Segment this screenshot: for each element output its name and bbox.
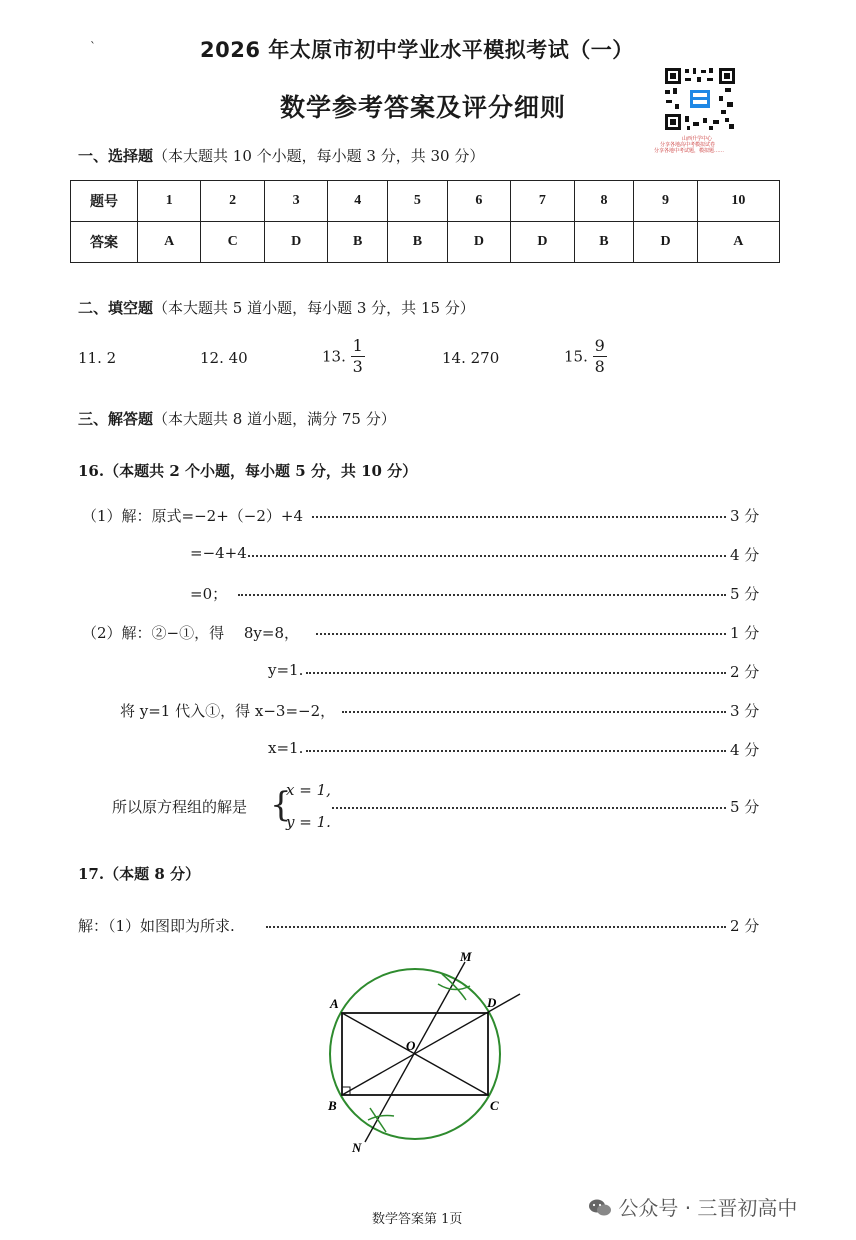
section-2-note: （本大题共 5 道小题，每小题 3 分，共 15 分）: [153, 299, 475, 317]
fill-answer-14: 14. 270: [442, 349, 500, 367]
question-number: 6: [447, 181, 510, 222]
section-1-note: （本大题共 10 个小题，每小题 3 分，共 30 分）: [153, 147, 485, 165]
fill-answer-11: 11. 2: [78, 349, 117, 367]
question-number: 10: [697, 181, 779, 222]
answer-cell: A: [138, 222, 201, 263]
leader-dots: [306, 750, 726, 752]
numerator: 9: [594, 336, 605, 355]
point-label-o: O: [406, 1038, 416, 1053]
q16-step: y=1.: [268, 661, 304, 679]
solution-x: x = 1,: [286, 781, 331, 799]
answer-cell: D: [447, 222, 510, 263]
watermark: [588, 1192, 797, 1221]
table-row: [71, 181, 780, 222]
section-1-heading: [78, 145, 484, 166]
answer-cell: B: [328, 222, 388, 263]
q16-step: x=1.: [268, 739, 304, 757]
answer-cell: B: [574, 222, 634, 263]
leader-dots: [248, 555, 726, 557]
answer-cell: D: [511, 222, 574, 263]
q16-step: 将 y=1 代入①，得 x−3=−2，: [120, 702, 336, 720]
question-number: 8: [574, 181, 634, 222]
leader-dots: [332, 807, 726, 809]
leader-dots: [306, 672, 726, 674]
geometry-figure: [320, 944, 530, 1156]
q16-step: （1）解：原式=−2+（−2）+4: [82, 507, 304, 525]
choice-answer-table: [70, 180, 780, 263]
row-header-number: 题号: [71, 181, 138, 222]
fraction: [593, 336, 607, 377]
qr-caption: [654, 136, 764, 154]
question-number: 2: [201, 181, 264, 222]
fill-answer-15: [564, 336, 607, 377]
wechat-icon: [588, 1198, 612, 1218]
point-label-m: M: [460, 949, 472, 964]
q16-step: 所以原方程组的解是: [112, 798, 248, 816]
denominator: 3: [352, 357, 363, 376]
section-1-label: 一、选择题: [78, 147, 154, 165]
leader-dots: [316, 633, 726, 635]
section-3-heading: [78, 408, 396, 429]
leader-dots: [266, 926, 726, 928]
fill-answer-15-label: 15.: [564, 347, 588, 366]
step-score: 4 分: [730, 741, 760, 759]
section-3-note: （本大题共 8 道小题，满分 75 分）: [153, 410, 396, 428]
step-score: 2 分: [730, 917, 760, 935]
table-row: [71, 222, 780, 263]
q16-step: （2）解：②−①，得 8y=8，: [82, 624, 300, 642]
qr-caption-line: 分享各地高中考模拟试卷: [660, 142, 716, 148]
point-label-d: D: [487, 995, 497, 1010]
point-label-c: C: [490, 1098, 499, 1113]
question-number: 1: [138, 181, 201, 222]
solution-y: y = 1.: [286, 813, 331, 831]
section-3-label: 三、解答题: [78, 410, 154, 428]
fill-answer-12: 12. 40: [200, 349, 248, 367]
step-score: 2 分: [730, 663, 760, 681]
page-number: 数学答案第 1页: [372, 1212, 463, 1227]
step-score: 3 分: [730, 507, 760, 525]
watermark-text: 公众号 · 三晋初高中: [618, 1196, 798, 1220]
fraction: [351, 336, 365, 377]
question-number: 5: [388, 181, 448, 222]
qr-code-icon: [663, 66, 737, 132]
leader-dots: [312, 516, 726, 518]
answer-cell: C: [201, 222, 264, 263]
denominator: 8: [594, 357, 605, 376]
q16-step: =−4+4: [190, 544, 247, 562]
step-score: 5 分: [730, 798, 760, 816]
leader-dots: [238, 594, 726, 596]
step-score: 4 分: [730, 546, 760, 564]
exam-title: 2026 年太原市初中学业水平模拟考试（一）: [200, 38, 634, 62]
point-label-b: B: [328, 1098, 337, 1113]
answer-cell: B: [388, 222, 448, 263]
step-score: 5 分: [730, 585, 760, 603]
point-label-a: A: [330, 996, 339, 1011]
leader-dots: [342, 711, 726, 713]
row-header-answer: 答案: [71, 222, 138, 263]
q17-step: 解：（1）如图即为所求.: [78, 917, 235, 935]
q16-heading: 16.（本题共 2 个小题，每小题 5 分，共 10 分）: [78, 462, 418, 480]
answer-cell: A: [697, 222, 779, 263]
q17-heading: 17.（本题 8 分）: [78, 865, 200, 883]
qr-caption-line: 分享各地中考试题，模拟题……: [654, 148, 725, 154]
answer-cell: D: [634, 222, 697, 263]
numerator: 1: [352, 336, 363, 355]
question-number: 9: [634, 181, 697, 222]
section-2-label: 二、填空题: [78, 299, 154, 317]
fill-answer-13: [322, 336, 365, 377]
answer-cell: D: [264, 222, 327, 263]
fill-answer-13-label: 13.: [322, 347, 346, 366]
doc-subtitle: 数学参考答案及评分细则: [280, 93, 567, 122]
qr-caption-line: 山西升学中心: [682, 136, 713, 142]
q16-step: =0；: [190, 585, 228, 603]
corner-mark: `: [90, 40, 96, 54]
step-score: 1 分: [730, 624, 760, 642]
step-score: 3 分: [730, 702, 760, 720]
section-2-heading: [78, 297, 475, 318]
brace-symbol: {: [270, 785, 292, 825]
question-number: 4: [328, 181, 388, 222]
question-number: 3: [264, 181, 327, 222]
question-number: 7: [511, 181, 574, 222]
arc-mark: [368, 1116, 394, 1121]
point-label-n: N: [352, 1140, 362, 1155]
